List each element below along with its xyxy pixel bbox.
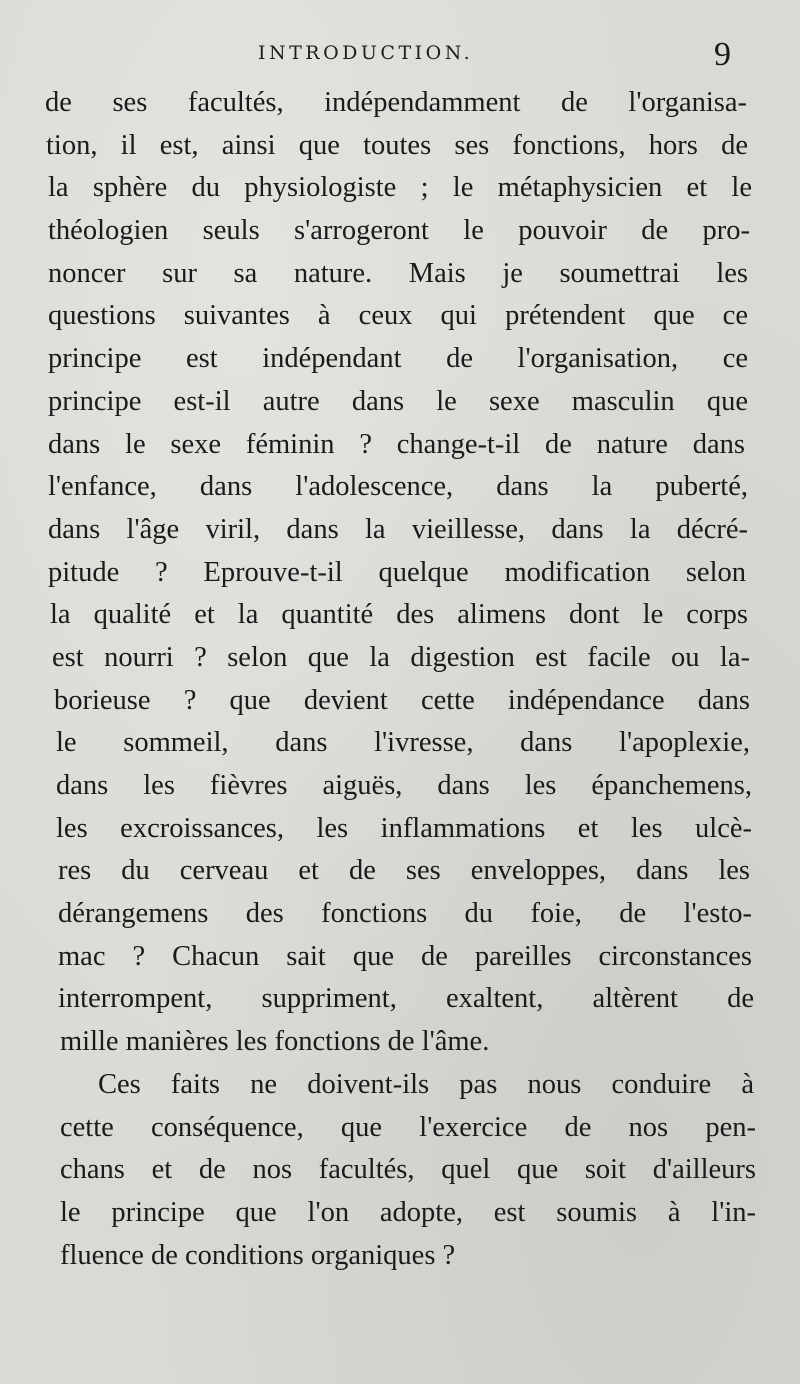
- text-line: noncer sur sa nature. Mais je soumettrai les: [48, 257, 748, 289]
- text-line: pitude ? Eprouve-t-il quelque modification selon: [48, 556, 746, 588]
- text-line: théologien seuls s'arrogeront le pouvoir de pro-: [48, 215, 750, 247]
- text-line: borieuse ? que devient cette indépendance dans: [54, 684, 750, 716]
- text-line: tion, il est, ainsi que toutes ses fonctions, hors de: [46, 129, 748, 161]
- running-title: INTRODUCTION.: [258, 42, 474, 64]
- text-line: fluence de conditions organiques ?: [60, 1239, 456, 1271]
- text-line: le principe que l'on adopte, est soumis à l'in-: [60, 1196, 756, 1228]
- text-line: dans l'âge viril, dans la vieillesse, dans la décré-: [48, 513, 748, 545]
- text-line: chans et de nos facultés, quel que soit d'ailleurs: [60, 1154, 756, 1186]
- text-line: cette conséquence, que l'exercice de nos pen-: [60, 1111, 756, 1143]
- text-line: mac ? Chacun sait que de pareilles circonstances: [58, 940, 752, 972]
- text-line: principe est indépendant de l'organisation, ce: [48, 343, 748, 375]
- text-line: mille manières les fonctions de l'âme.: [60, 1026, 490, 1058]
- text-line: questions suivantes à ceux qui prétendent que ce: [48, 300, 748, 332]
- page-header: [0, 36, 800, 76]
- body-text: [0, 82, 800, 1277]
- text-line: dans les fièvres aiguës, dans les épanchemens,: [56, 770, 752, 801]
- text-line: le sommeil, dans l'ivresse, dans l'apoplexie,: [56, 727, 750, 759]
- text-line: Ces faits ne doivent-ils pas nous conduire à: [98, 1068, 754, 1100]
- text-line: la sphère du physiologiste ; le métaphysicien et le: [48, 172, 752, 204]
- text-line: dérangemens des fonctions du foie, de l'esto-: [58, 898, 752, 930]
- text-line: dans le sexe féminin ? change-t-il de nature dans: [48, 428, 745, 460]
- text-line: l'enfance, dans l'adolescence, dans la puberté,: [48, 471, 748, 503]
- text-line: principe est-il autre dans le sexe masculin que: [48, 385, 748, 417]
- page-number: 9: [714, 36, 731, 73]
- text-line: les excroissances, les inflammations et les ulcè-: [56, 812, 752, 844]
- text-line: res du cerveau et de ses enveloppes, dans les: [58, 855, 750, 887]
- text-line: est nourri ? selon que la digestion est facile ou la-: [52, 641, 750, 673]
- text-line: de ses facultés, indépendamment de l'organisa-: [45, 87, 747, 118]
- text-line: interrompent, suppriment, exaltent, altèrent de: [58, 983, 754, 1015]
- text-line: la qualité et la quantité des alimens dont le corps: [50, 599, 748, 631]
